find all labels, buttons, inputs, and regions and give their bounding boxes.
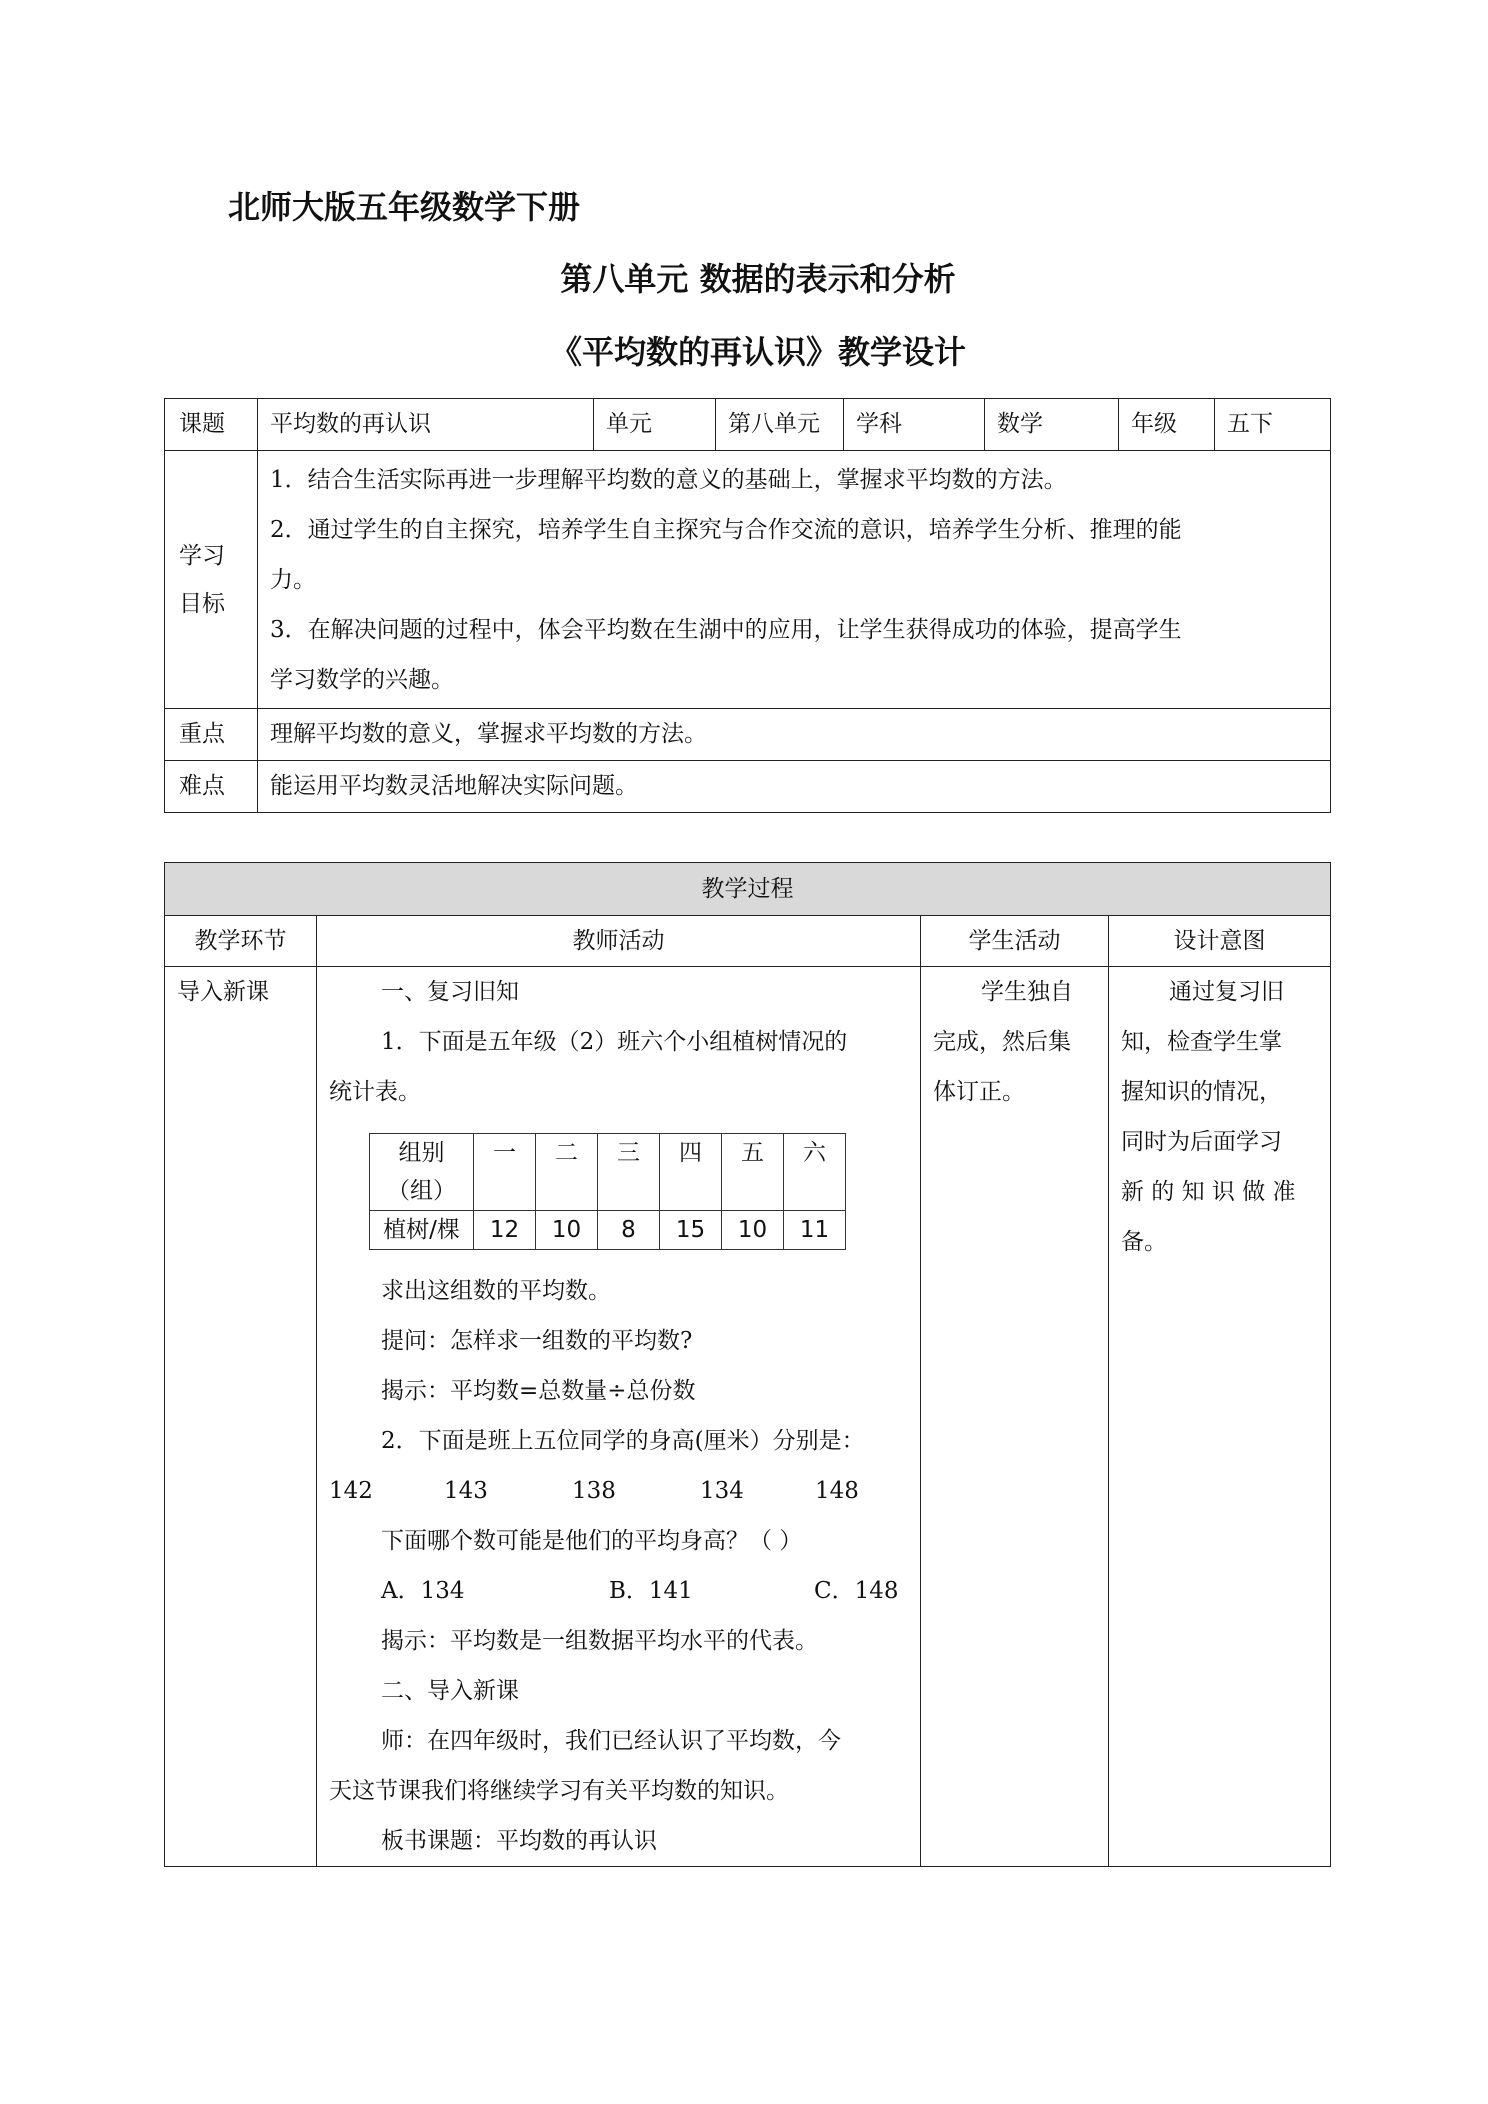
goals-label-line: 目标 <box>179 590 225 617</box>
teacher-line: 天这节课我们将继续学习有关平均数的知识。 <box>329 1778 789 1804</box>
student-activity <box>921 967 1109 1867</box>
topic-value: 平均数的再认识 <box>258 399 594 451</box>
teacher-line: 揭示：平均数=总数量÷总份数 <box>381 1378 696 1404</box>
student-line: 学生独自 <box>981 979 1073 1005</box>
key-label: 重点 <box>165 709 258 761</box>
intent-line: 知，检查学生掌 <box>1121 1029 1282 1055</box>
mini-header-label: 组别（组） <box>370 1134 474 1211</box>
goal-line: 1．结合生活实际再进一步理解平均数的意义的基础上，掌握求平均数的方法。 <box>270 467 1067 493</box>
difficult-label: 难点 <box>165 761 258 813</box>
mini-group: 四 <box>660 1134 722 1211</box>
intent-line: 同时为后面学习 <box>1121 1129 1282 1155</box>
teacher-line: 提问：怎样求一组数的平均数? <box>381 1328 693 1354</box>
heights-row <box>329 1466 908 1516</box>
mini-value: 10 <box>722 1211 784 1250</box>
teacher-line: 师：在四年级时，我们已经认识了平均数，今 <box>381 1728 841 1754</box>
intent-line: 备。 <box>1121 1229 1167 1255</box>
unit-title: 第八单元 数据的表示和分析 <box>560 260 956 298</box>
lesson-info-table <box>164 398 1331 813</box>
column-student: 学生活动 <box>921 916 1109 967</box>
student-line: 体订正。 <box>933 1079 1025 1105</box>
option-a: A．134 <box>381 1578 465 1604</box>
teacher-activity <box>317 967 921 1867</box>
mini-value: 8 <box>598 1211 660 1250</box>
mini-group: 六 <box>784 1134 846 1211</box>
height-value: 134 <box>700 1478 744 1504</box>
teacher-line: 下面哪个数可能是他们的平均身高？（ ） <box>381 1528 803 1554</box>
intent-line: 新 的 知 识 做 准 <box>1121 1179 1296 1205</box>
mini-group: 一 <box>474 1134 536 1211</box>
process-title: 教学过程 <box>165 863 1331 916</box>
teacher-line: 统计表。 <box>329 1079 421 1105</box>
goals-content <box>258 451 1331 709</box>
goal-line: 力。 <box>270 567 316 593</box>
document-subtitle: 北师大版五年级数学下册 <box>228 188 581 226</box>
teacher-line: 2．下面是班上五位同学的身高(厘米）分别是： <box>381 1428 865 1454</box>
difficult-content: 能运用平均数灵活地解决实际问题。 <box>258 761 1331 813</box>
intent-line: 握知识的情况， <box>1121 1079 1282 1105</box>
design-intent <box>1109 967 1331 1867</box>
height-value: 138 <box>572 1478 616 1504</box>
goal-line: 2．通过学生的自主探究，培养学生自主探究与合作交流的意识，培养学生分析、推理的能 <box>270 517 1182 543</box>
mini-group: 三 <box>598 1134 660 1211</box>
teacher-line: 1．下面是五年级（2）班六个小组植树情况的 <box>381 1029 848 1055</box>
grade-label: 年级 <box>1119 399 1215 451</box>
teacher-line: 求出这组数的平均数。 <box>381 1278 611 1304</box>
mini-value: 12 <box>474 1211 536 1250</box>
unit-label: 单元 <box>594 399 716 451</box>
mini-value: 10 <box>536 1211 598 1250</box>
mini-value: 15 <box>660 1211 722 1250</box>
option-b: B．141 <box>609 1578 693 1604</box>
option-c: C．148 <box>814 1578 899 1604</box>
teacher-line: 二、导入新课 <box>381 1678 519 1704</box>
unit-value: 第八单元 <box>716 399 844 451</box>
column-teacher: 教师活动 <box>317 916 921 967</box>
stage-cell: 导入新课 <box>165 967 317 1867</box>
topic-label: 课题 <box>165 399 258 451</box>
intent-line: 通过复习旧 <box>1169 979 1284 1005</box>
teacher-line: 板书课题：平均数的再认识 <box>381 1828 657 1854</box>
mini-row-label: 植树/棵 <box>370 1211 474 1250</box>
tree-planting-table <box>369 1133 846 1250</box>
column-stage: 教学环节 <box>165 916 317 967</box>
column-intent: 设计意图 <box>1109 916 1331 967</box>
height-value: 142 <box>329 1478 373 1504</box>
options-row <box>329 1566 908 1616</box>
teacher-line: 揭示：平均数是一组数据平均水平的代表。 <box>381 1628 818 1654</box>
goal-line: 学习数学的兴趣。 <box>270 667 454 693</box>
height-value: 143 <box>444 1478 488 1504</box>
goal-line: 3．在解决问题的过程中，体会平均数在生湖中的应用，让学生获得成功的体验，提高学生 <box>270 617 1182 643</box>
grade-value: 五下 <box>1215 399 1331 451</box>
goals-label-line: 学习 <box>179 542 225 569</box>
key-content: 理解平均数的意义，掌握求平均数的方法。 <box>258 709 1331 761</box>
subject-label: 学科 <box>844 399 985 451</box>
student-line: 完成，然后集 <box>933 1029 1071 1055</box>
height-value: 148 <box>815 1478 859 1504</box>
mini-group: 二 <box>536 1134 598 1211</box>
teaching-process-table <box>164 862 1331 1867</box>
teacher-line: 一、复习旧知 <box>381 979 519 1005</box>
goals-label <box>165 451 258 709</box>
mini-group: 五 <box>722 1134 784 1211</box>
subject-value: 数学 <box>985 399 1119 451</box>
mini-value: 11 <box>784 1211 846 1250</box>
lesson-title: 《平均数的再认识》教学设计 <box>549 333 966 371</box>
